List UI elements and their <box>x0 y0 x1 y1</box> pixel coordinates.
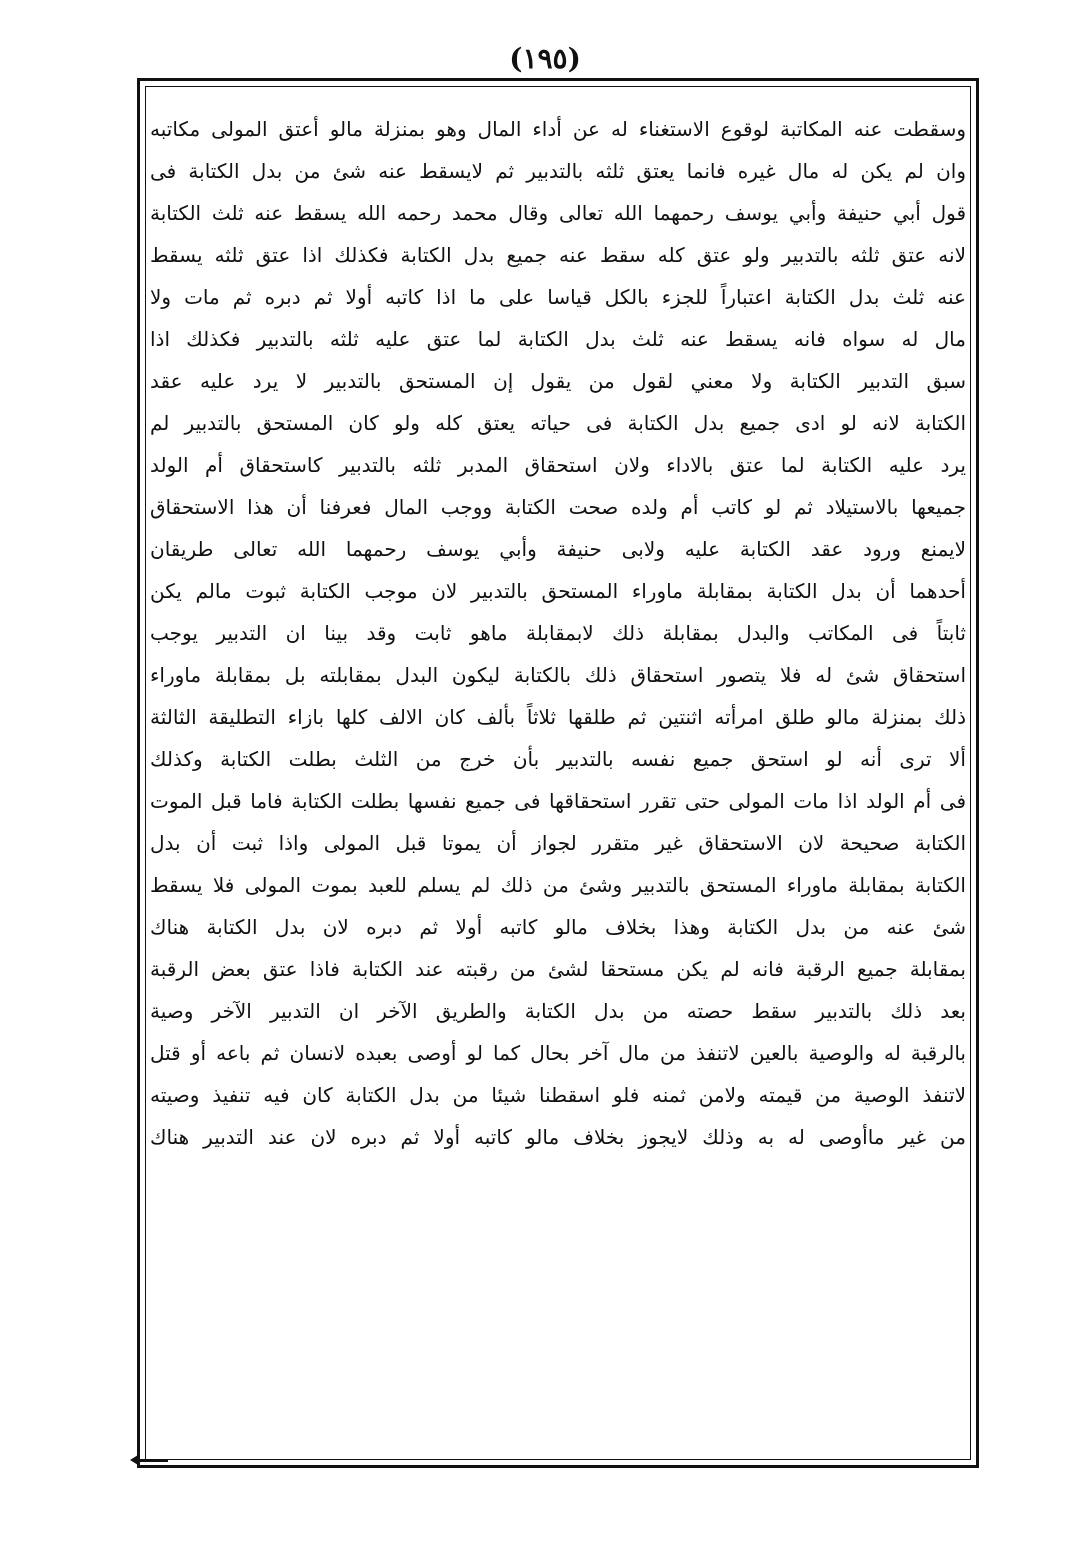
text-line: استحقاق شئ له فلا يتصور استحقاق ذلك بالكتابة ليكون البدل بمقابلته بل بمقابلة ماوراء <box>150 663 966 687</box>
corner-mark-decoration <box>130 1455 168 1465</box>
text-line: سبق التدبير الكتابة ولا معني لقول من يقول إن المستحق بالتدبير لا يرد عليه عقد <box>150 369 966 393</box>
text-line: شئ عنه من بدل الكتابة وهذا بخلاف مالو كاتبه أولا ثم دبره لان بدل الكتابة هناك <box>150 915 966 939</box>
text-line: وان لم يكن له مال غيره فانما يعتق ثلثه بالتدبير ثم لايسقط عنه شئ من بدل الكتابة فى <box>150 159 966 183</box>
text-line: لاتنفذ الوصية من قيمته ولامن ثمنه فلو اسقطنا شيئا من بدل الكتابة كان فيه تنفيذ وصيته <box>150 1083 966 1107</box>
text-line: الكتابة لانه لو ادى جميع بدل الكتابة فى حياته يعتق كله ولو كان المستحق بالتدبير لم <box>150 411 966 435</box>
text-line: جميعها بالاستيلاد ثم لو كاتب أم ولده صحت الكتابة ووجب المال فعرفنا أن هذا الاستحقاق <box>150 495 966 519</box>
text-line: الكتابة بمقابلة ماوراء المستحق بالتدبير وشئ من ذلك لم يسلم للعبد بموت المولى فلا يسقط <box>150 873 966 897</box>
text-line: ثابتاً فى المكاتب والبدل بمقابلة ذلك لابمقابلة ماهو ثابت وقد بينا ان التدبير يوجب <box>150 621 966 645</box>
text-line: قول أبي حنيفة وأبي يوسف رحمهما الله تعالى وقال محمد رحمه الله يسقط عنه ثلث الكتابة <box>150 201 966 225</box>
text-line: ذلك بمنزلة مالو طلق امرأته اثنتين ثم طلقها ثلاثاً بألف كان الالف كلها بازاء التطليقة الثالثة <box>150 705 966 729</box>
text-line: بمقابلة جميع الرقبة فانه لم يكن مستحقا لشئ من رقبته عند الكتابة فاذا عتق بعض الرقبة <box>150 957 966 981</box>
text-line: لايمنع ورود عقد الكتابة عليه ولابى حنيفة وأبي يوسف رحمهما الله تعالى طريقان <box>150 537 966 561</box>
text-line: فى أم الولد اذا مات المولى حتى تقرر استحقاقها فى جميع نفسها بطلت الكتابة فاما قبل الموت <box>150 789 966 813</box>
text-line: وسقطت عنه المكاتبة لوقوع الاستغناء له عن أداء المال وهو بمنزلة مالو أعتق المولى مكاتبه <box>150 117 966 141</box>
text-line: بعد ذلك بالتدبير سقط حصته من بدل الكتابة والطريق الآخر ان التدبير الآخر وصية <box>150 999 966 1023</box>
text-body <box>150 108 966 1448</box>
text-line: مال له سواه فانه يسقط عنه ثلث بدل الكتابة لما عتق عليه ثلثه بالتدبير فكذلك اذا <box>150 327 966 351</box>
text-line: لانه عتق ثلثه بالتدبير ولو عتق كله سقط عنه جميع بدل الكتابة فكذلك اذا عتق ثلثه يسقط <box>150 243 966 267</box>
text-line: من غير ماأوصى له به وذلك لايجوز بخلاف مالو كاتبه أولا ثم دبره لان عند التدبير هناك <box>150 1125 966 1149</box>
text-line: يرد عليه الكتابة لما عتق بالاداء ولان استحقاق المدبر ثلثه بالتدبير كاستحقاق أم الولد <box>150 453 966 477</box>
text-line: ألا ترى أنه لو استحق جميع نفسه بالتدبير بأن خرج من الثلث بطلت الكتابة وكذلك <box>150 747 966 771</box>
text-line: الكتابة صحيحة لان الاستحقاق غير متقرر لجواز أن يموتا قبل المولى واذا ثبت أن بدل <box>150 831 966 855</box>
text-line: بالرقبة له والوصية بالعين لاتنفذ من مال آخر بحال كما لو أوصى بعبده لانسان ثم باعه أو قتل <box>150 1041 966 1065</box>
page-number: (١٩٥) <box>509 42 581 75</box>
text-line: أحدهما أن بدل الكتابة بمقابلة ماوراء المستحق بالتدبير لان موجب الكتابة ثبوت مالم يكن <box>150 579 966 603</box>
text-line: عنه ثلث بدل الكتابة اعتباراً للجزء بالكل قياسا على ما اذا كاتبه أولا ثم دبره ثم مات ولا <box>150 285 966 309</box>
